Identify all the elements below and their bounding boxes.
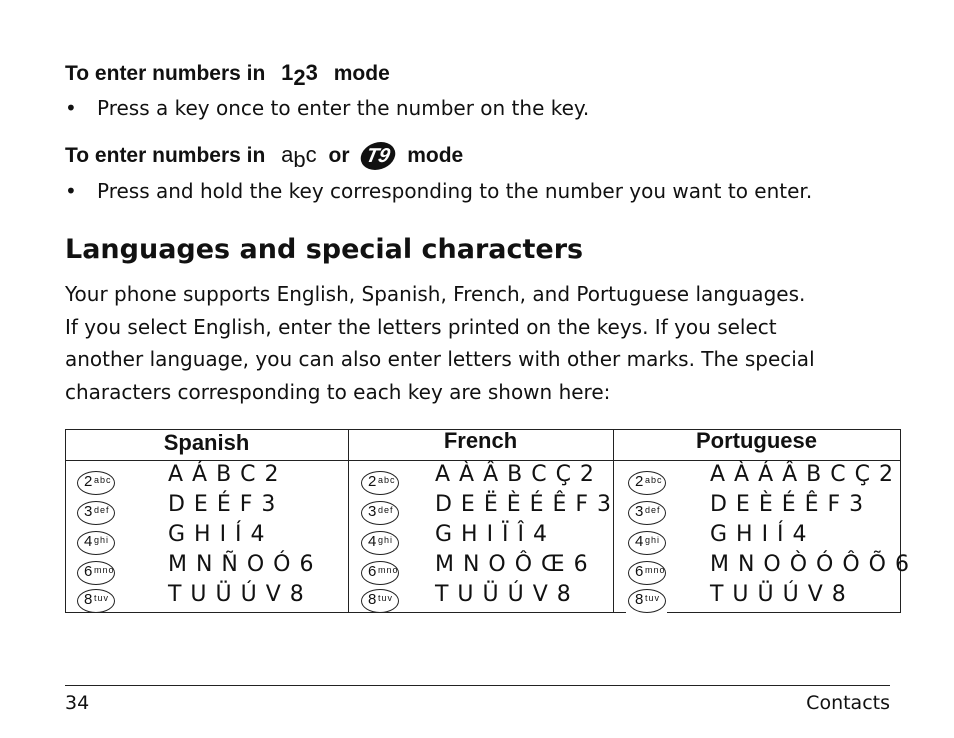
heading-numbers-abc-t9-mode (65, 142, 463, 170)
column-header-spanish: Spanish (163, 430, 250, 455)
key-digit: 3 (368, 503, 377, 520)
french-chars-row: M N O Ô Œ 6 (435, 552, 589, 577)
portuguese-column (628, 460, 910, 615)
key-digit: 8 (635, 591, 644, 608)
key-digit: 4 (368, 533, 377, 550)
key-letters: def (645, 505, 661, 515)
key-6-icon (628, 561, 666, 585)
french-chars-row: A À Â B C Ç 2 (435, 462, 595, 487)
key-digit: 2 (84, 473, 93, 490)
key-8-icon (77, 589, 115, 613)
key-digit: 3 (635, 503, 644, 520)
key-letters: ghi (645, 535, 661, 545)
spanish-chars-row: D E É F 3 (168, 492, 277, 517)
heading2-or: or (328, 144, 350, 167)
key-letters: abc (645, 475, 663, 485)
portuguese-chars-row: M N O Ò Ó Ô Õ 6 (710, 552, 910, 577)
footer-rule (65, 685, 890, 686)
spanish-chars-row: M N Ñ O Ó 6 (168, 552, 315, 577)
heading1-prefix: To enter numbers in (65, 62, 266, 85)
key-4-icon (361, 531, 399, 555)
section-paragraph (65, 278, 815, 408)
spanish-column (77, 460, 347, 615)
key-4-icon (628, 531, 666, 555)
key-letters: tuv (378, 593, 394, 603)
key-3-icon (77, 501, 115, 525)
key-letters: def (378, 505, 394, 515)
table-right-border (900, 429, 901, 613)
column-header-french: French (443, 428, 518, 453)
french-column (361, 460, 621, 615)
key-2-icon (628, 471, 666, 495)
key-4-icon (77, 531, 115, 555)
key-letters: ghi (378, 535, 394, 545)
t9-mode-icon: T9 (358, 142, 398, 170)
mode-123-char-1: 1 (281, 60, 294, 85)
key-digit: 4 (635, 533, 644, 550)
mode-abc-char-1: a (281, 142, 294, 167)
portuguese-chars-row: D E È É Ê F 3 (710, 492, 865, 517)
mode-abc-char-2: b (293, 147, 306, 172)
key-digit: 2 (368, 473, 377, 490)
key-digit: 8 (368, 591, 377, 608)
key-letters: mno (645, 565, 666, 575)
french-chars-row: D E Ë È É Ê F 3 (435, 492, 613, 517)
bullet-item-2 (65, 179, 813, 203)
key-6-icon (77, 561, 115, 585)
key-letters: abc (94, 475, 112, 485)
key-8-icon (628, 589, 666, 613)
bullet-item-1 (65, 96, 590, 120)
key-2-icon (361, 471, 399, 495)
mode-abc-char-3: c (305, 142, 317, 167)
column-header-portuguese: Portuguese (695, 428, 818, 453)
bullet-text-2: Press and hold the key corresponding to the number you want to enter. (97, 179, 813, 203)
key-digit: 4 (84, 533, 93, 550)
portuguese-chars-row: T U Ü Ú V 8 (710, 582, 847, 607)
key-digit: 6 (635, 563, 644, 580)
heading2-prefix: To enter numbers in (65, 144, 266, 167)
key-letters: tuv (645, 593, 661, 603)
mode-123-char-3: 3 (305, 60, 318, 85)
paragraph-line: If you select English, enter the letters printed on the keys. If you select (65, 314, 777, 339)
bullet-text-1: Press a key once to enter the number on the key. (97, 96, 590, 120)
paragraph-line: another language, you can also enter letters with other marks. The special (65, 347, 815, 371)
bullet-dot: • (65, 96, 77, 120)
paragraph-line: Your phone supports English, Spanish, French, and Portuguese languages. (65, 282, 806, 306)
key-6-icon (361, 561, 399, 585)
portuguese-chars-row: A À Á Â B C Ç 2 (710, 462, 894, 487)
footer-section-name: Contacts (806, 692, 890, 714)
spanish-chars-row: A Á B C 2 (168, 462, 280, 487)
key-3-icon (628, 501, 666, 525)
spanish-chars-row: T U Ü Ú V 8 (168, 582, 305, 607)
key-letters: ghi (94, 535, 110, 545)
heading-numbers-123-mode (65, 60, 390, 90)
mode-abc-icon (281, 142, 317, 172)
mode-123-char-2: 2 (293, 65, 306, 90)
heading1-suffix: mode (333, 62, 390, 85)
bullet-dot: • (65, 179, 77, 203)
key-8-icon (361, 589, 399, 613)
key-2-icon (77, 471, 115, 495)
french-chars-row: T U Ü Ú V 8 (435, 582, 572, 607)
key-letters: mno (94, 565, 115, 575)
key-digit: 3 (84, 503, 93, 520)
key-letters: def (94, 505, 110, 515)
french-chars-row: G H I Ï Î 4 (435, 522, 549, 547)
key-letters: abc (378, 475, 396, 485)
key-digit: 2 (635, 473, 644, 490)
section-title: Languages and special characters (65, 234, 584, 265)
key-digit: 8 (84, 591, 93, 608)
key-digit: 6 (368, 563, 377, 580)
heading2-suffix: mode (407, 144, 464, 167)
key-digit: 6 (84, 563, 93, 580)
key-3-icon (361, 501, 399, 525)
portuguese-chars-row: G H I Í 4 (710, 522, 808, 547)
page-number: 34 (65, 692, 90, 714)
key-letters: mno (378, 565, 399, 575)
mode-123-icon (281, 60, 318, 90)
paragraph-line: characters corresponding to each key are shown here: (65, 379, 611, 404)
key-letters: tuv (94, 593, 110, 603)
spanish-chars-row: G H I Í 4 (168, 522, 266, 547)
